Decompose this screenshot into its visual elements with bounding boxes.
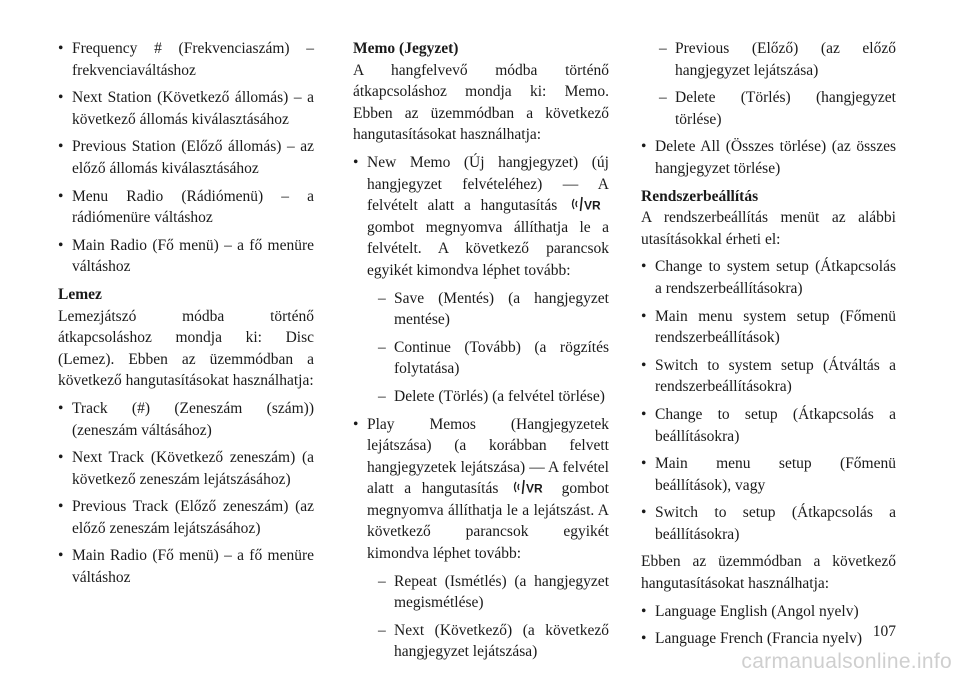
list-item: • Switch to system setup (Átváltás a rendszerbeállításokra) — [641, 355, 896, 398]
svg-text:VR: VR — [584, 198, 601, 213]
section-heading-disc: Lemez — [58, 285, 102, 303]
page-number: 107 — [872, 623, 896, 640]
play-memos-text-after: gombot megnyomva állíthatja le a lejátszást. A következő parancsok egyikét kimondva léphet tovább: — [367, 480, 609, 563]
list-item: • Next Station (Következő állomás) – a következő állomás kiválasztásához — [58, 87, 314, 130]
memo-intro: A hangfelvevő módba történő átkapcsoláshoz mondja ki: Memo. Ebben az üzemmódban a következő hangutasításokat használhatja: — [353, 61, 609, 144]
list-subitem: – Next (Következő) (a következő hangjegyzet lejátszása) — [369, 620, 609, 663]
list-item: • Change to setup (Átkapcsolás a beállításokra) — [641, 404, 896, 447]
column-right — [641, 38, 896, 656]
setup-intro: A rendszerbeállítás menüt az alábbi utasításokkal érheti el: — [641, 209, 896, 248]
vr-voice-recognition-icon — [571, 196, 605, 212]
list-item: • Main Radio (Fő menü) – a fő menüre váltáshoz — [58, 545, 314, 588]
list-item: • Next Track (Következő zeneszám) (a következő zeneszám lejátszásához) — [58, 447, 314, 490]
list-subitem: – Repeat (Ismétlés) (a hangjegyzet megismétlése) — [369, 571, 609, 614]
list-item: • Previous Station (Előző állomás) – az előző állomás kiválasztásához — [58, 136, 314, 179]
section-heading-memo: Memo (Jegyzet) — [353, 40, 459, 57]
list-item: • Main menu system setup (Főmenü rendszerbeállítások) — [641, 306, 896, 349]
mode-intro: Ebben az üzemmódban a következő hangutasításokat használhatja: — [641, 553, 896, 593]
new-memo-text-before: New Memo (Új hangjegyzet) (új hangjegyzet felvételéhez) — A felvételt alatt a hangutasítás — [367, 153, 609, 215]
list-subitem: – Continue (Tovább) (a rögzítés folytatása) — [369, 337, 609, 380]
list-subitem: – Save (Mentés) (a hangjegyzet mentése) — [369, 288, 609, 331]
list-item: • Delete All (Összes törlése) (az összes hangjegyzet törlése) — [641, 136, 896, 179]
play-memos-text-before: Play Memos (Hangjegyzetek lejátszása) (a korábban felvett hangjegyzetek lejátszása) — A felvétel alatt a hangutasítás — [367, 415, 609, 498]
list-item: • Language French (Francia nyelv) — [641, 628, 896, 650]
list-subitem: – Previous (Előző) (az előző hangjegyzet lejátszása) — [650, 38, 896, 81]
list-item-play-memos — [353, 414, 609, 565]
section-heading-setup: Rendszerbeállítás — [641, 187, 759, 205]
list-subitem: – Delete (Törlés) (hangjegyzet törlése) — [650, 87, 896, 130]
list-item: • Change to system setup (Átkapcsolás a rendszerbeállításokra) — [641, 256, 896, 299]
list-item: • Previous Track (Előző zeneszám) (az előző zeneszám lejátszásához) — [58, 496, 314, 539]
list-subitem: – Delete (Törlés) (a felvétel törlése) — [369, 386, 609, 408]
column-middle — [353, 38, 609, 669]
list-item: • Language English (Angol nyelv) — [641, 601, 896, 623]
list-item-new-memo — [353, 152, 609, 282]
list-item: • Main menu setup (Főmenü beállítások), vagy — [641, 453, 896, 496]
list-item: • Main Radio (Fő menü) – a fő menüre váltáshoz — [58, 235, 314, 278]
vr-voice-recognition-icon — [513, 479, 547, 495]
list-item: • Frequency # (Frekvenciaszám) – frekvenciaváltáshoz — [58, 38, 314, 81]
watermark: carmanualsonline.info — [741, 650, 952, 673]
list-item: • Track (#) (Zeneszám (szám)) (zeneszám váltásához) — [58, 398, 314, 441]
list-item: • Menu Radio (Rádiómenü) – a rádiómenüre váltáshoz — [58, 186, 314, 229]
svg-text:VR: VR — [526, 481, 543, 496]
list-item: • Switch to setup (Átkapcsolás a beállításokra) — [641, 502, 896, 545]
new-memo-text-after: gombot megnyomva állíthatja le a felvételt. A következő parancsok egyikét kimondva léphet tovább: — [367, 218, 609, 279]
column-left — [58, 38, 314, 595]
disc-intro: Lemezjátszó módba történő átkapcsoláshoz mondja ki: Disc (Lemez). Ebben az üzemmódban a következő hangutasításokat használhatja: — [58, 307, 314, 390]
